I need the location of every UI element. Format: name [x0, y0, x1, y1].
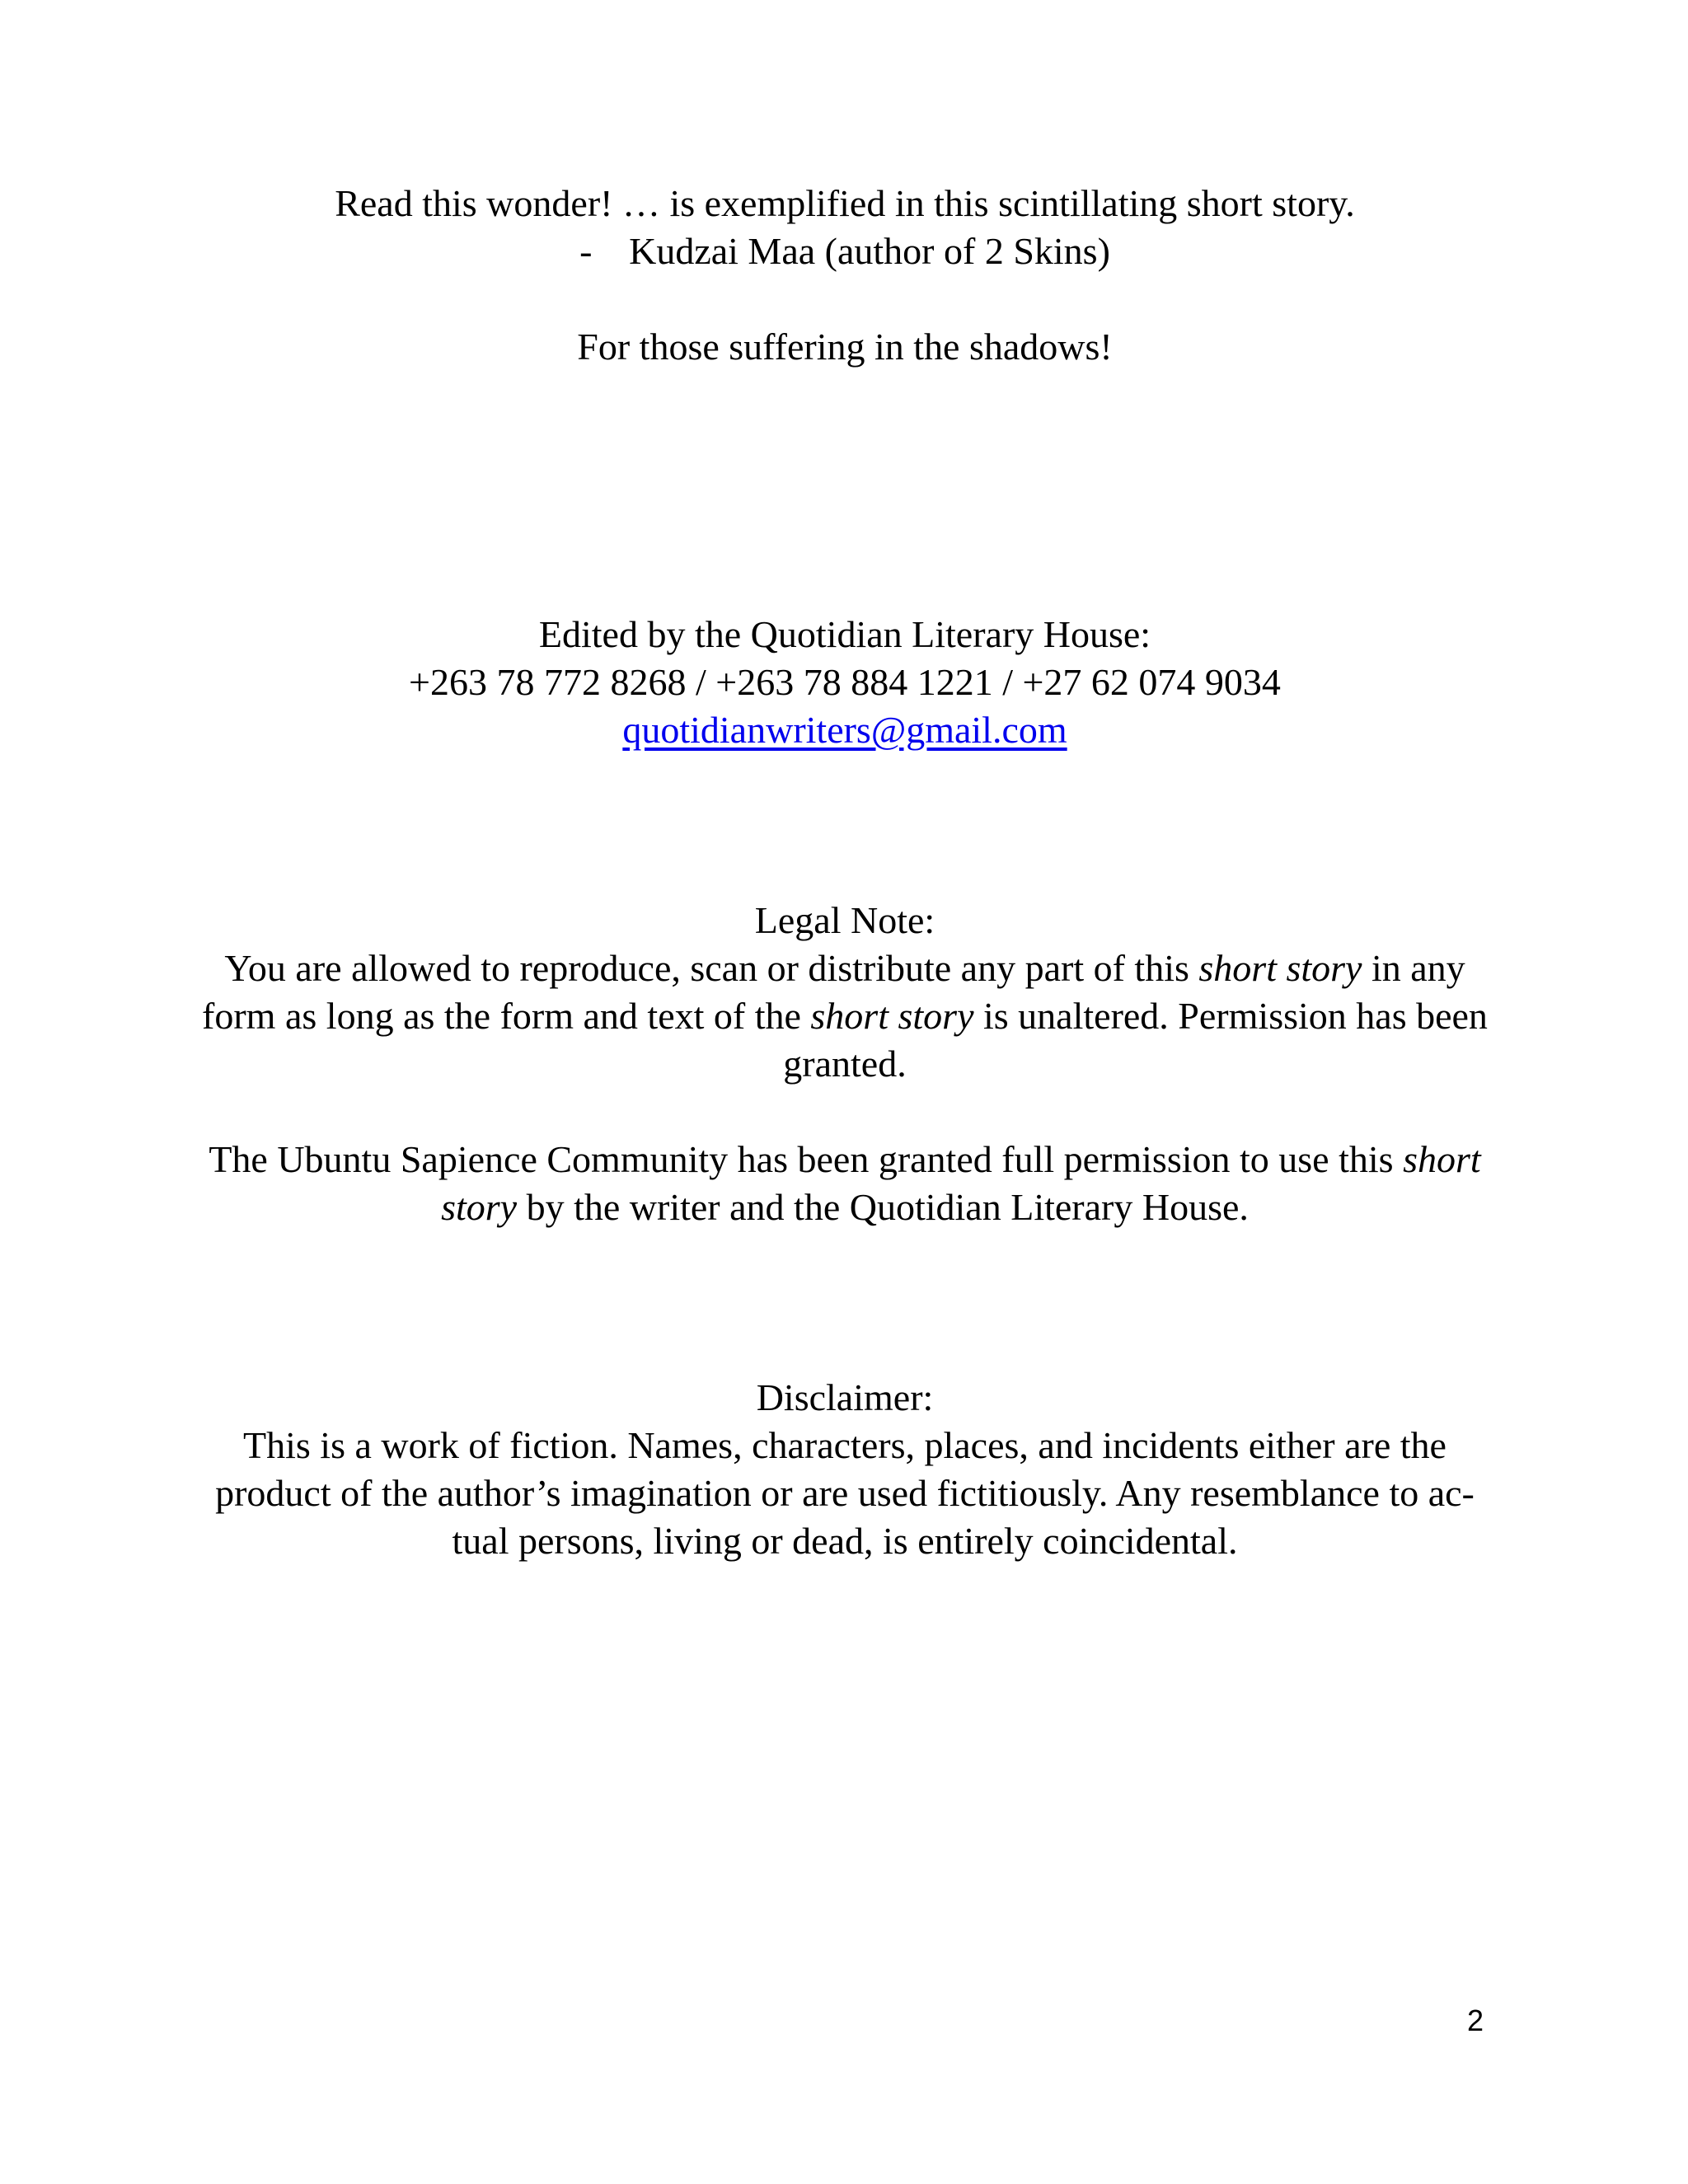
dedication-section: [190, 323, 1500, 371]
disclaimer-heading: Disclaimer:: [756, 1376, 934, 1418]
disclaimer-text: This is a work of fiction. Names, characters, places, and incidents either are the product of the author’s imagination or are used fictitiously. Any resemblance to ac-tual persons, living or dead, is entirely coincidental.: [215, 1424, 1475, 1562]
disclaimer-section: [190, 1374, 1500, 1565]
legal-paragraph-2: The Ubuntu Sapience Community has been granted full permission to use this short story by the writer and the Quotidian Literary House.: [209, 1138, 1481, 1228]
editor-email-link[interactable]: quotidianwriters@gmail.com: [622, 709, 1067, 751]
page-number: 2: [1466, 2004, 1484, 2037]
legal-heading: Legal Note:: [754, 899, 935, 941]
blurb-quote: Read this wonder! … is exemplified in this scintillating short story.: [335, 182, 1355, 224]
attribution-dash: -: [579, 230, 593, 272]
legal-paragraph-1: You are allowed to reproduce, scan or distribute any part of this short story in any form as long as the form and text of the short story is unaltered. Permission has been granted.: [202, 947, 1488, 1085]
blurb-section: [190, 180, 1500, 275]
legal-section: [190, 897, 1500, 1231]
dedication-text: For those suffering in the shadows!: [577, 326, 1113, 368]
blurb-attribution-line: [190, 227, 1500, 275]
editor-phones: +263 78 772 8268 / +263 78 884 1221 / +27 62 074 9034: [409, 661, 1281, 703]
editor-line: Edited by the Quotidian Literary House:: [538, 613, 1151, 655]
blurb-attribution: Kudzai Maa (author of 2 Skins): [629, 230, 1110, 272]
editor-section: [190, 611, 1500, 754]
